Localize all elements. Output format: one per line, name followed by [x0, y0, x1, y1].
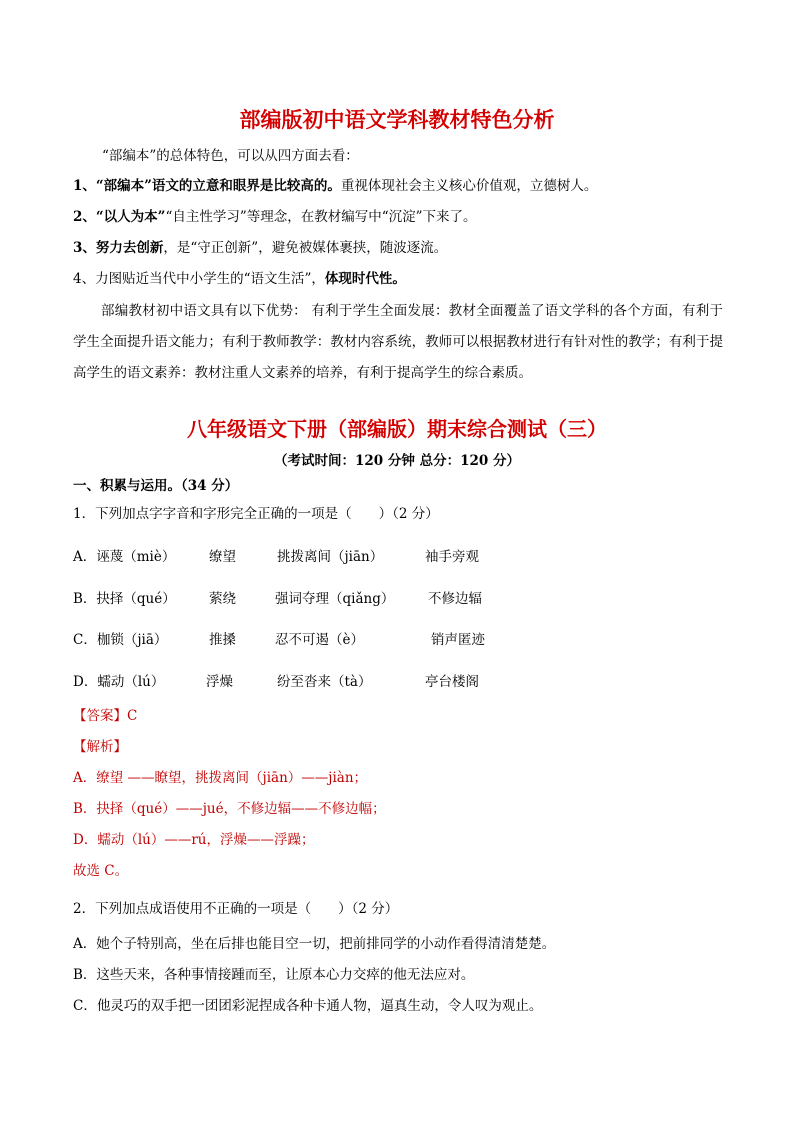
- intro-point-1: [73, 176, 597, 196]
- q1-b-col4: 不修边辐: [428, 591, 482, 607]
- q1-a-col1: A．诬蔑（miè）: [73, 549, 176, 565]
- q2-option-c: C．他灵巧的双手把一团团彩泥捏成各种卡通人物，逼真生动，令人叹为观止。: [73, 998, 543, 1014]
- q1-analysis-a: A．缭望 ——瞭望，挑拨离间（jiān）——jiàn；: [73, 770, 368, 786]
- intro-point-2: [73, 207, 477, 227]
- intro-advantages: 部编教材初中语文具有以下优势： 有利于学生全面发展：教材全面覆盖了语文学科的各个方面，有利于学生全面提升语文能力；有利于教师教学：教材内容系统，教师可以根据教材进行有针对性的教学；有利于提高学生的语文素养：教材注重人文素养的培养，有利于提高学生的综合素质。: [73, 303, 723, 381]
- q1-analysis-d: D．蠕动（lú）——rú，浮燥——浮躁；: [73, 832, 315, 848]
- q1-d-col2: 浮燥: [206, 674, 233, 690]
- intro-point-4: [73, 269, 406, 289]
- intro-point-2-bold: 2、“以人为本”: [73, 209, 166, 225]
- intro-point-4-bold: 体现时代性。: [324, 271, 406, 287]
- exam-title: 八年级语文下册（部编版）期末综合测试（三）: [187, 417, 607, 441]
- intro-point-3-rest: ，是“守正创新”，避免被媒体裹挟，随波逐流。: [163, 240, 448, 256]
- q2-stem: 2．下列加点成语使用不正确的一项是（ ）（2 分）: [73, 901, 399, 917]
- q2-option-a: A．她个子特别高，坐在后排也能目空一切，把前排同学的小动作看得清清楚楚。: [73, 936, 556, 952]
- intro-title: 部编版初中语文学科教材特色分析: [239, 108, 555, 132]
- intro-lead: “部编本”的总体特色，可以从四方面去看：: [102, 148, 359, 164]
- q1-stem: 1．下列加点字字音和字形完全正确的一项是（ ）（2 分）: [73, 506, 439, 522]
- q2-option-b: B．这些天来，各种事情接踵而至，让原本心力交瘁的他无法应对。: [73, 967, 475, 983]
- q1-b-col1: B．抉择（qué）: [73, 591, 176, 607]
- q1-answer: 【答案】C: [73, 708, 138, 724]
- exam-subtitle: （考试时间：120 分钟 总分：120 分）: [274, 453, 520, 469]
- intro-point-1-rest: 重视体现社会主义核心价值观，立德树人。: [340, 178, 598, 194]
- intro-point-3: [73, 238, 447, 258]
- intro-point-3-bold: 3、努力去创新: [73, 240, 164, 256]
- q1-c-col3: 忍不可遏（è）: [275, 632, 364, 648]
- q1-b-col2: 萦绕: [209, 591, 236, 607]
- q1-a-col3: 挑拨离间（jiān）: [277, 549, 384, 565]
- intro-point-2-rest: “自主性学习”等理念，在教材编写中“沉淀”下来了。: [165, 209, 477, 225]
- q1-c-col2: 推搡: [209, 632, 236, 648]
- q1-a-col4: 袖手旁观: [425, 549, 479, 565]
- section-1-heading: 一、积累与运用。（34 分）: [73, 478, 239, 494]
- q1-d-col4: 亭台楼阁: [425, 674, 479, 690]
- q1-d-col3: 纷至沓来（tà）: [277, 674, 372, 690]
- q1-conclusion: 故选 C。: [73, 863, 129, 879]
- q1-analysis-b: B．抉择（qué）——jué，不修边辐——不修边幅；: [73, 801, 386, 817]
- q1-c-col1: C．枷锁（jiā）: [73, 632, 168, 648]
- intro-point-1-bold: 1、“部编本”语文的立意和眼界是比较高的。: [73, 178, 341, 194]
- intro-point-4-pre: 4、力图贴近当代中小学生的“语文生活”，: [73, 271, 325, 287]
- q1-a-col2: 缭望: [209, 549, 236, 565]
- q1-c-col4: 销声匿迹: [431, 632, 485, 648]
- q1-b-col3: 强词夺理（qiǎng）: [275, 591, 395, 607]
- q1-analysis-label: 【解析】: [73, 739, 127, 755]
- q1-d-col1: D．蠕动（lú）: [73, 674, 165, 690]
